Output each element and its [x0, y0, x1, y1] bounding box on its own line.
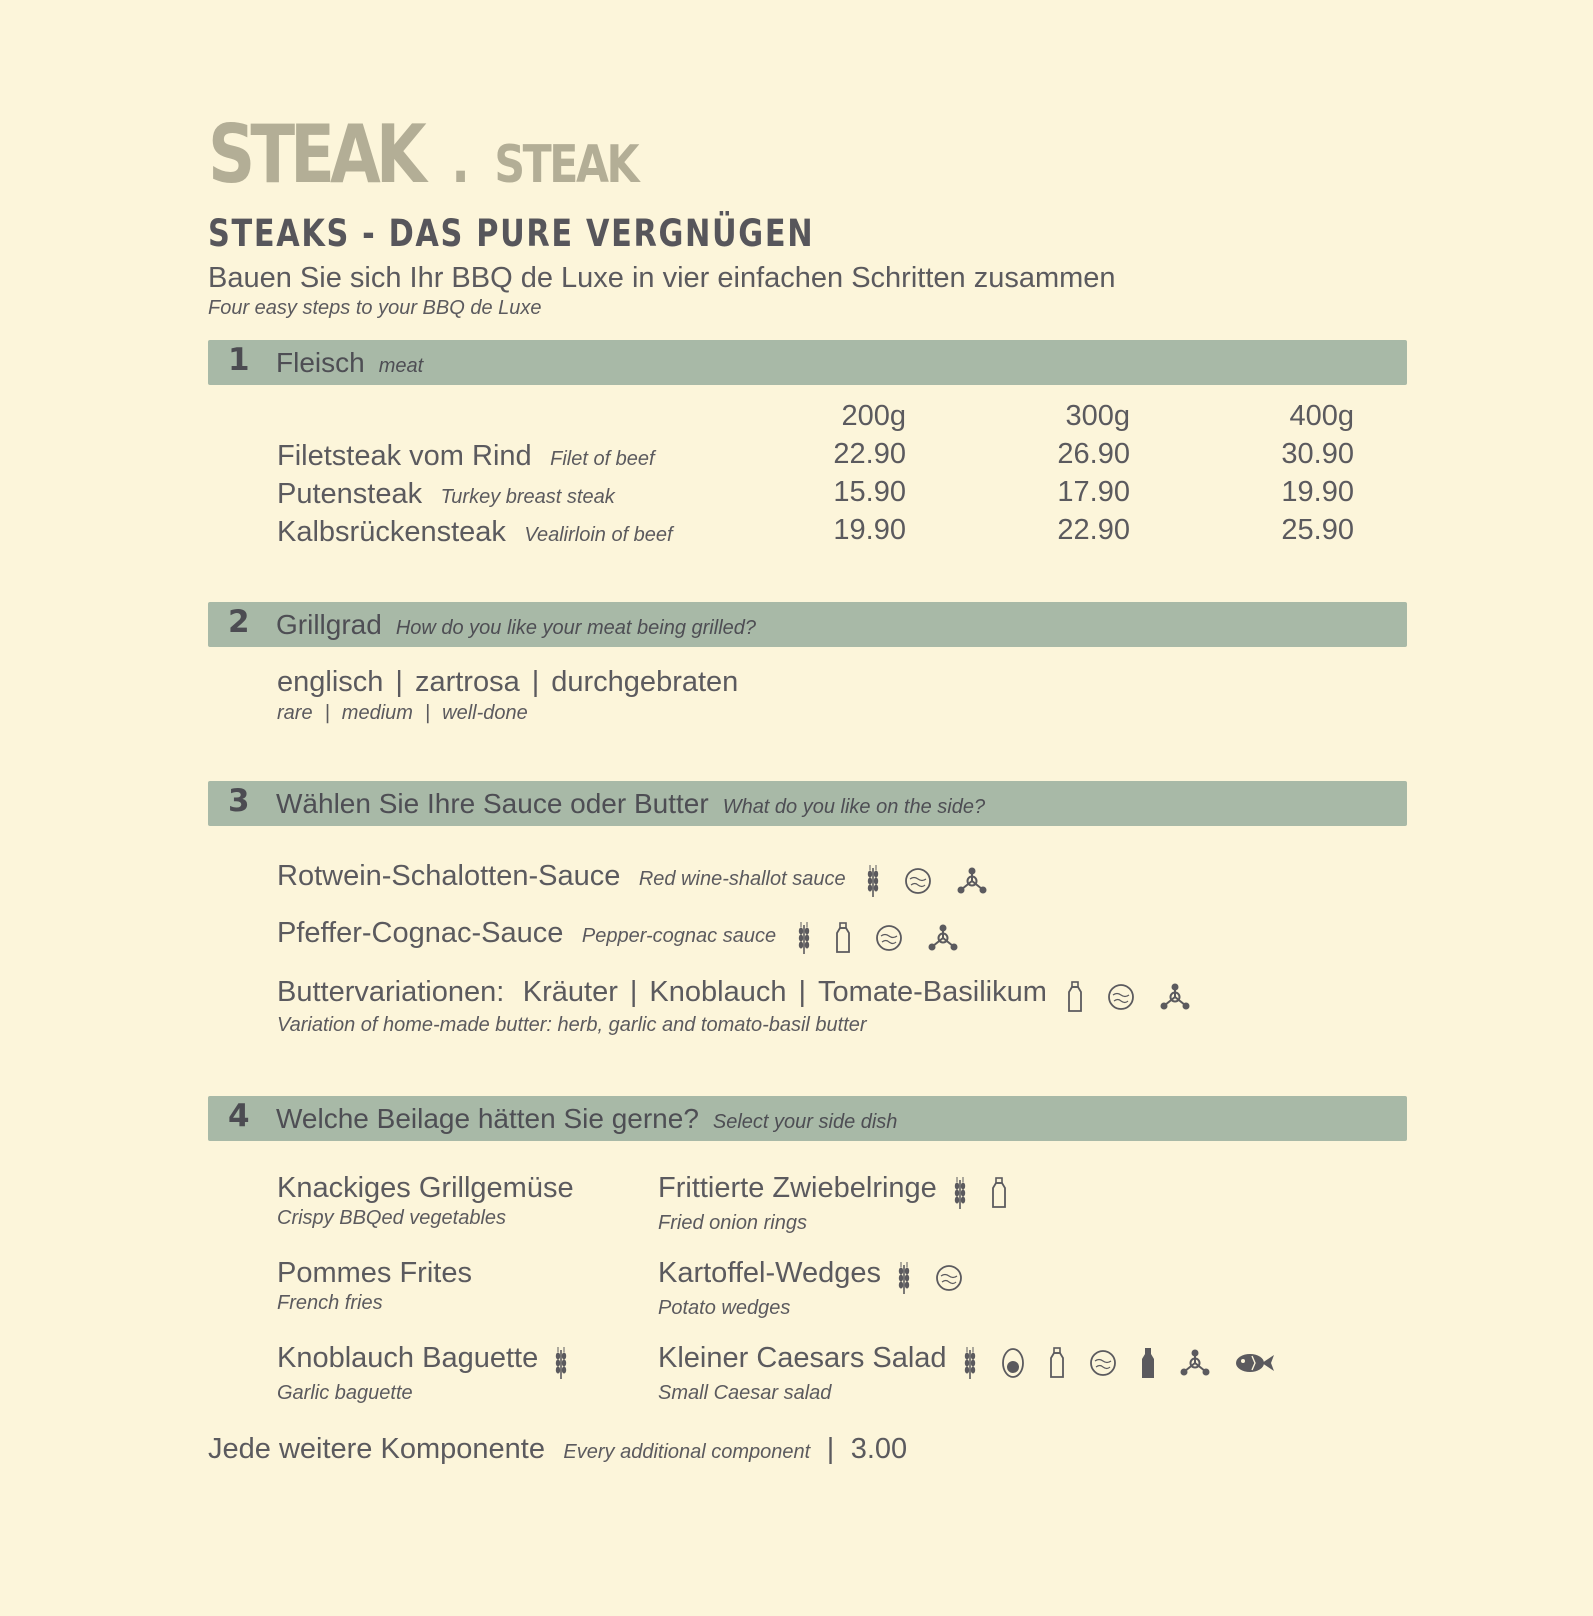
size-header: 300g: [1065, 400, 1130, 432]
step-number: 2: [228, 604, 250, 640]
bottle-icon: [1141, 1347, 1155, 1379]
meat-name-de: Kalbsrückensteak: [277, 516, 506, 548]
doneness-rare-de: englisch: [277, 666, 384, 698]
step-3-band: [208, 781, 1407, 826]
price-300g: 22.90: [1057, 514, 1130, 546]
side-name-en: Fried onion rings: [658, 1211, 807, 1234]
side-name-de: Knoblauch Baguette: [277, 1342, 539, 1374]
side-name-de: Pommes Frites: [277, 1257, 472, 1289]
sauce-name-en: Pepper-cognac sauce: [581, 925, 777, 947]
doneness-medium-de: zartrosa: [414, 666, 520, 698]
price-300g: 17.90: [1057, 476, 1130, 508]
separator: |: [324, 702, 330, 724]
side-item: [277, 1257, 488, 1315]
separator: |: [395, 666, 403, 698]
side-item: [658, 1342, 1299, 1405]
side-item: [658, 1172, 1031, 1235]
step-title-de: Wählen Sie Ihre Sauce oder Butter: [276, 788, 709, 819]
title-main: STEAK: [208, 108, 422, 201]
step-title: [276, 788, 985, 820]
meat-row: [277, 516, 673, 549]
additional-de: Jede weitere Komponente: [208, 1433, 545, 1465]
step-1-band: [208, 340, 1407, 385]
step-title-en: What do you like on the side?: [722, 796, 986, 818]
doneness-en: [277, 702, 528, 725]
separator: |: [826, 1433, 835, 1465]
step-title: [276, 347, 423, 379]
milk-bottle-icon: [991, 1177, 1007, 1209]
butter-label: Buttervariationen:: [277, 976, 505, 1008]
side-name-en: Garlic baguette: [277, 1381, 413, 1404]
price-400g: 25.90: [1281, 514, 1354, 546]
butter-en: Variation of home-made butter: herb, garlic and tomato-basil butter: [277, 1014, 867, 1036]
side-name-en: Small Caesar salad: [658, 1381, 832, 1404]
allergen-icons: [897, 1261, 987, 1295]
step-number: 4: [228, 1098, 250, 1134]
meat-row: [277, 440, 655, 473]
sauce-item: [277, 917, 983, 955]
egg-icon: [1089, 1349, 1117, 1377]
additional-component: [208, 1433, 907, 1466]
doneness-rare-en: rare: [277, 702, 313, 724]
butter-variant: Knoblauch: [649, 976, 787, 1008]
butter-variant: Tomate-Basilikum: [818, 976, 1047, 1008]
side-name-de: Frittierte Zwiebelringe: [658, 1172, 937, 1204]
side-name-en: Crispy BBQed vegetables: [277, 1207, 507, 1229]
egg-icon: [875, 924, 903, 952]
meat-row: [277, 478, 615, 511]
title-sub: STEAK: [494, 135, 638, 195]
step-title-de: Welche Beilage hätten Sie gerne?: [276, 1103, 699, 1134]
price-300g: 26.90: [1057, 438, 1130, 470]
price-200g: 19.90: [833, 514, 906, 546]
butter-variant: Kräuter: [522, 976, 618, 1008]
step-title-en: How do you like your meat being grilled?: [395, 617, 757, 639]
sauce-name-de: Pfeffer-Cognac-Sauce: [277, 917, 564, 949]
egg-yolk-icon: [1001, 1347, 1025, 1379]
meat-name-de: Putensteak: [277, 478, 423, 510]
doneness-medium-en: medium: [341, 702, 413, 724]
allergen-icons: [554, 1346, 592, 1380]
allergen-icons: [1067, 981, 1215, 1013]
doneness-welldone-en: well-done: [442, 702, 528, 724]
step-title-de: Grillgrad: [276, 609, 382, 640]
step-4-band: [208, 1096, 1407, 1141]
step-number: 3: [228, 783, 250, 819]
sauce-name-de: Rotwein-Schalotten-Sauce: [277, 860, 621, 892]
meat-name-en: Filet of beef: [550, 448, 655, 470]
step-title-en: meat: [378, 355, 424, 377]
side-name-de: Kleiner Caesars Salad: [658, 1342, 947, 1374]
intro-english: Four easy steps to your BBQ de Luxe: [208, 297, 542, 319]
step-number: 1: [228, 342, 250, 378]
side-item: [277, 1342, 592, 1405]
step-title-de: Fleisch: [276, 347, 365, 378]
price-200g: 22.90: [833, 438, 906, 470]
allergen-icons: [953, 1176, 1031, 1210]
side-name-de: Knackiges Grillgemüse: [277, 1172, 574, 1204]
molecule-icon: [1179, 1349, 1211, 1377]
intro-german: Bauen Sie sich Ihr BBQ de Luxe in vier einfachen Schritten zusammen: [208, 262, 1116, 294]
egg-icon: [1107, 983, 1135, 1011]
doneness-de: [277, 666, 738, 699]
wheat-icon: [897, 1261, 911, 1295]
price-400g: 19.90: [1281, 476, 1354, 508]
meat-name-en: Turkey breast steak: [440, 486, 615, 508]
step-title: [276, 1103, 897, 1135]
wheat-icon: [953, 1176, 967, 1210]
allergen-icons: [797, 921, 983, 955]
step-2-band: [208, 602, 1407, 647]
molecule-icon: [1159, 983, 1191, 1011]
separator: |: [424, 702, 431, 724]
allergen-icons: [963, 1346, 1299, 1380]
allergen-icons: [866, 864, 1012, 898]
wheat-icon: [866, 864, 880, 898]
wheat-icon: [963, 1346, 977, 1380]
sauce-item: [277, 860, 1012, 898]
title-dot: .: [451, 127, 465, 197]
section-heading: STEAKS - DAS PURE VERGNÜGEN: [208, 212, 815, 255]
additional-price: 3.00: [850, 1433, 908, 1465]
side-name-de: Kartoffel-Wedges: [658, 1257, 881, 1289]
meat-name-de: Filetsteak vom Rind: [277, 440, 532, 472]
step-title-en: Select your side dish: [712, 1111, 898, 1133]
side-name-en: Potato wedges: [658, 1296, 791, 1319]
wheat-icon: [554, 1346, 568, 1380]
side-name-en: French fries: [277, 1292, 383, 1314]
fish-icon: [1235, 1352, 1275, 1374]
price-400g: 30.90: [1281, 438, 1354, 470]
separator: |: [629, 976, 638, 1008]
side-item: [277, 1172, 590, 1230]
side-item: [658, 1257, 987, 1320]
egg-icon: [935, 1264, 963, 1292]
milk-bottle-icon: [1049, 1347, 1065, 1379]
molecule-icon: [956, 867, 988, 895]
sauce-name-en: Red wine-shallot sauce: [638, 868, 846, 890]
additional-en: Every additional component: [563, 1441, 811, 1463]
size-header: 200g: [841, 400, 906, 432]
butter-item: [277, 976, 1215, 1013]
separator: |: [798, 976, 807, 1008]
milk-bottle-icon: [1067, 981, 1083, 1013]
meat-name-en: Vealirloin of beef: [524, 524, 673, 546]
molecule-icon: [927, 924, 959, 952]
milk-bottle-icon: [835, 922, 851, 954]
page-title: [208, 108, 637, 201]
step-title: [276, 609, 756, 641]
size-header: 400g: [1289, 400, 1354, 432]
separator: |: [531, 666, 540, 698]
price-200g: 15.90: [833, 476, 906, 508]
egg-icon: [904, 867, 932, 895]
doneness-welldone-de: durchgebraten: [551, 666, 739, 698]
wheat-icon: [797, 921, 811, 955]
